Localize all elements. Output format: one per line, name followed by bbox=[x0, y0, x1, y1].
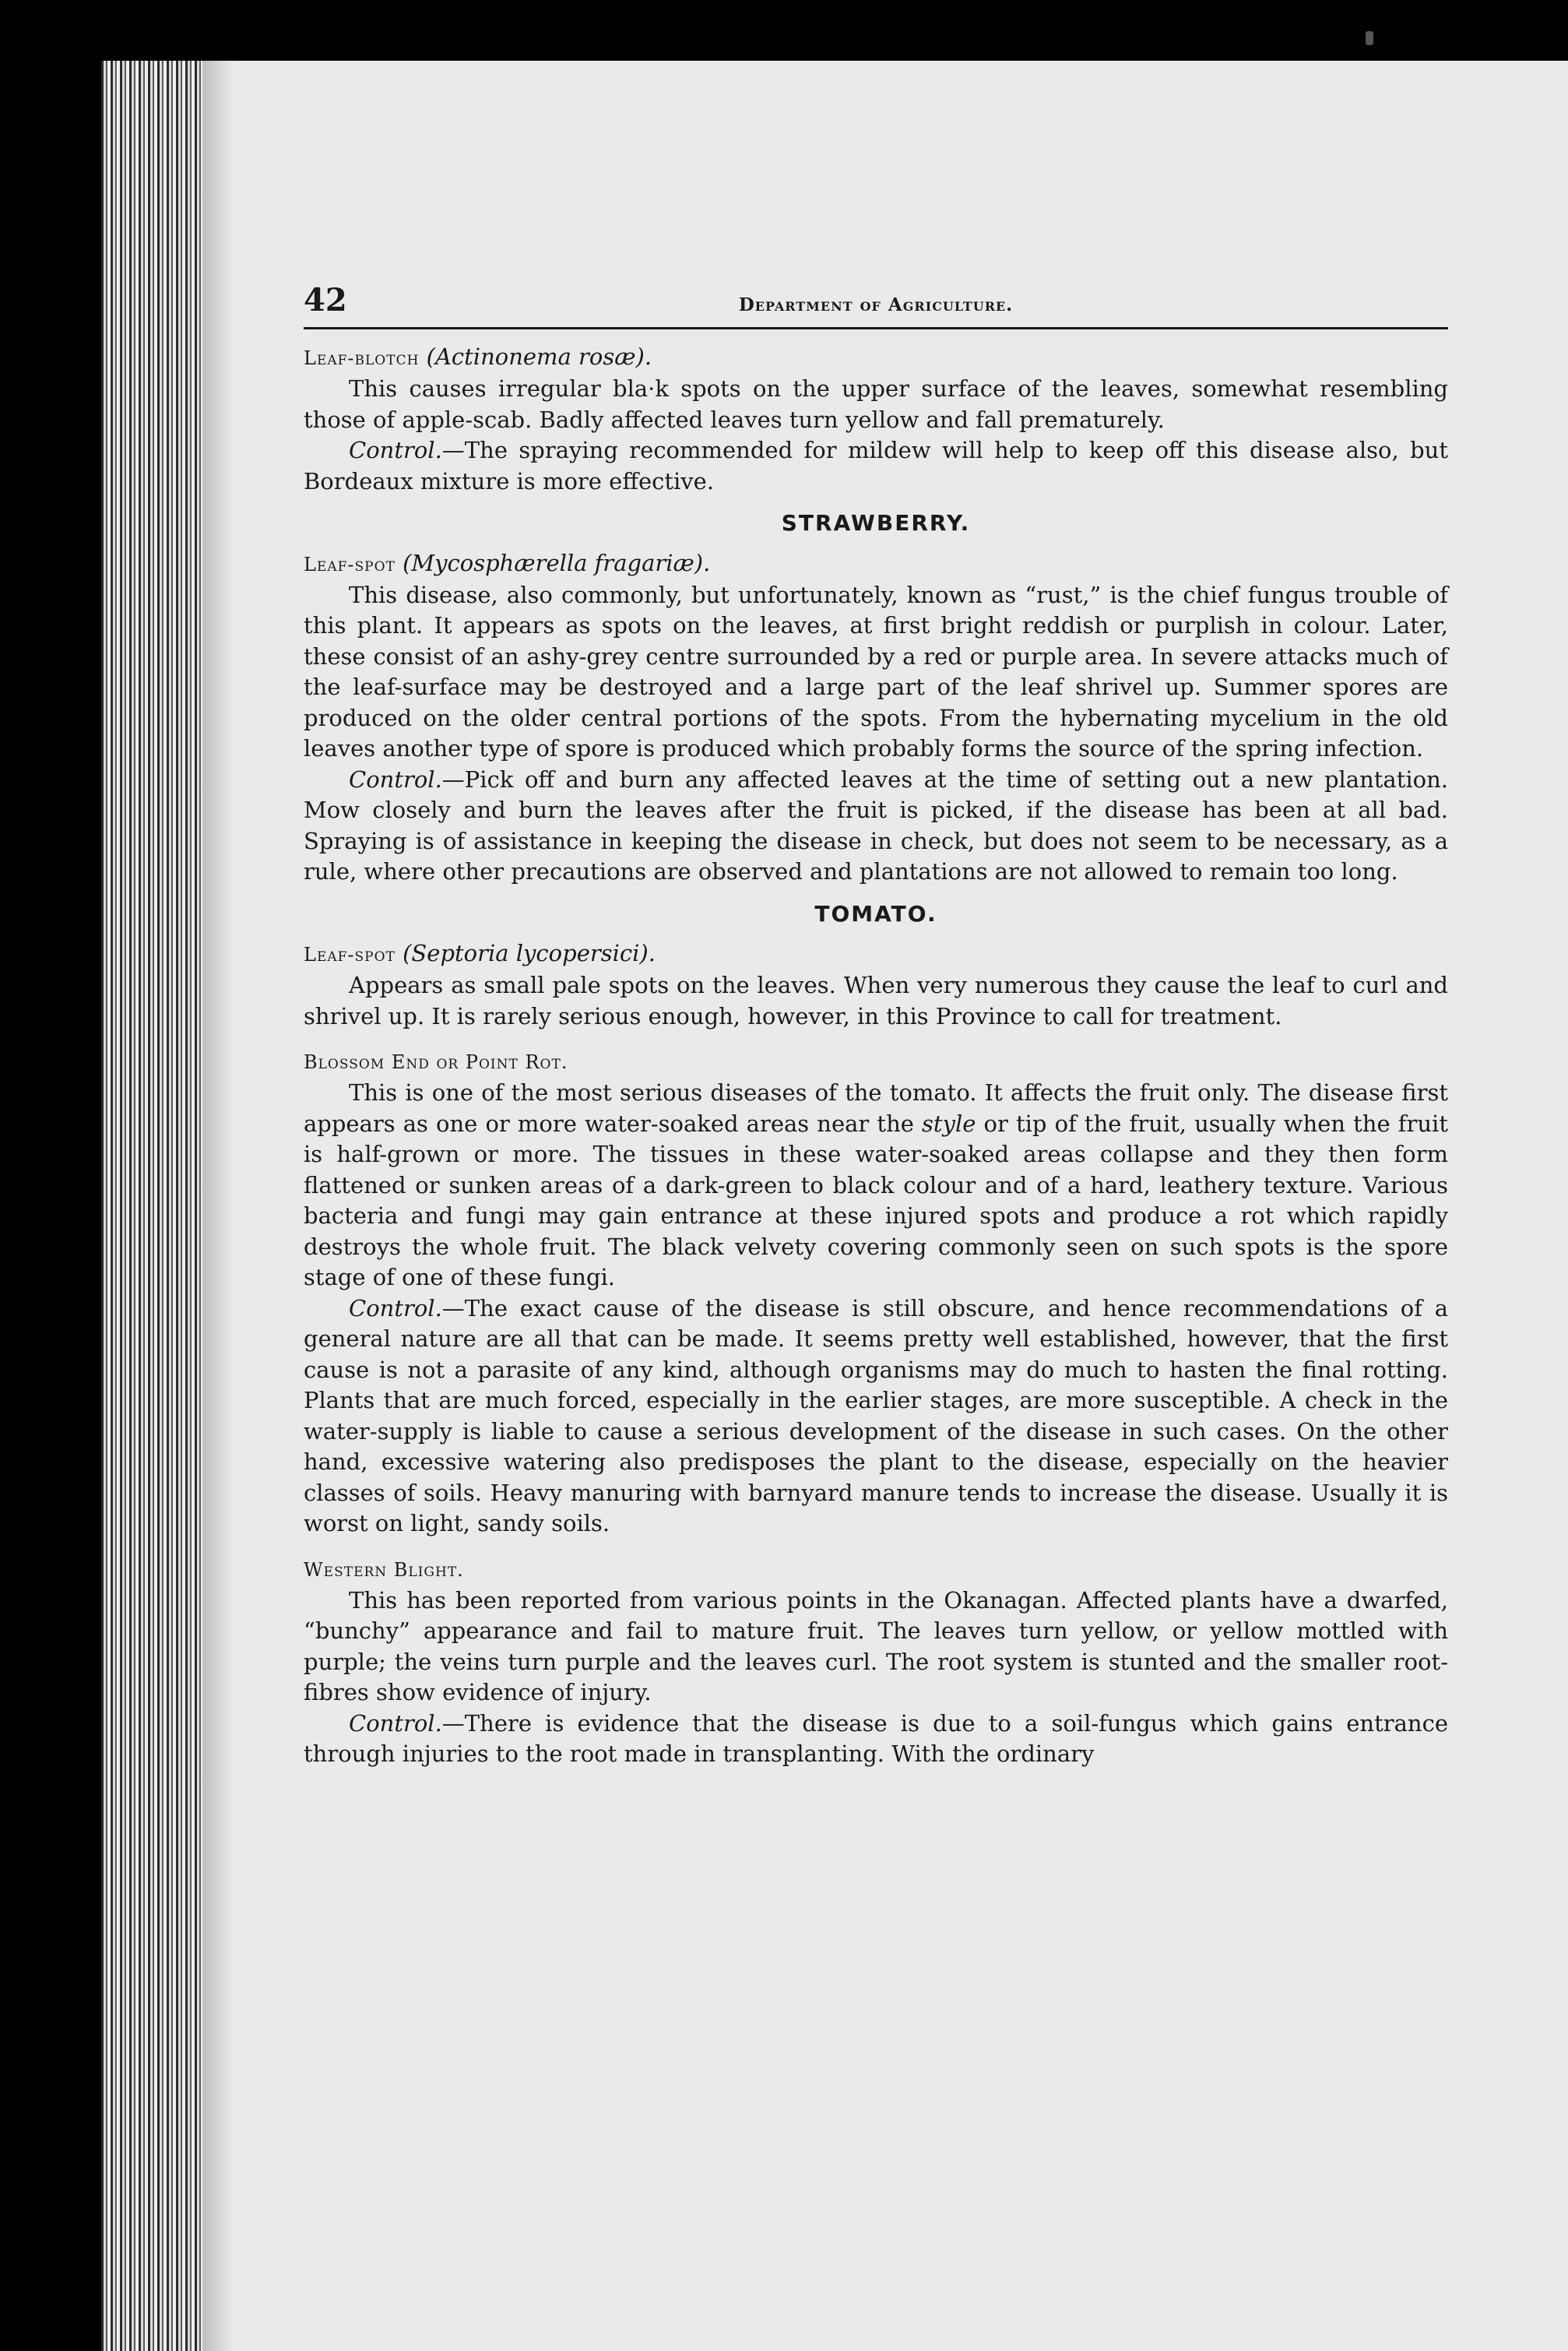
leaf-blotch-heading: Leaf-blotch (Actinonema rosæ). bbox=[304, 343, 652, 370]
tomato-leaf-spot-description: Appears as small pale spots on the leaves. When very numerous they cause the leaf to curl and shrivel up. It is rarely serious enough, however, in this Province to call for treatment. bbox=[304, 972, 1448, 1029]
leaf-blotch-name: (Actinonema rosæ). bbox=[426, 343, 652, 370]
strawberry-leaf-spot-name: (Mycosphærella fragariæ). bbox=[403, 549, 711, 576]
scan-artifact bbox=[1366, 31, 1373, 45]
book-binding-edge bbox=[101, 61, 202, 2351]
blossom-end-rot-control: Control.—The exact cause of the disease is still obscure, and hence recommendations of a general nature are all that can be made. It seems pretty well established, however, that the first cause is not a parasite of any kind, although organisms may do much to hasten the final rotting. Plants that are much forced, especially in the earlier stages, are more susceptible. A check in the water-supply is liable to cause a serious development of the disease in such cases. On the other hand, excessive watering also predisposes the plant to the disease, especially on the heavier classes of soils. Heavy manuring with barnyard manure tends to increase the disease. Usually it is worst on light, sandy soils. bbox=[304, 1294, 1448, 1536]
page-text bbox=[304, 280, 1448, 1770]
leaf-blotch-description: This causes irregular bla·k spots on the upper surface of the leaves, somewhat resembling those of apple-scab. Badly affected leaves turn yellow and fall prematurely. bbox=[304, 375, 1448, 433]
blossom-end-rot-heading: Blossom End or Point Rot. bbox=[304, 1051, 568, 1073]
strawberry-leaf-spot-control: Control.—Pick off and burn any affected leaves at the time of setting out a new plantation. Mow closely and burn the leaves after the fruit is picked, if the disease has been at all bad. Spraying is of assistance in keeping the disease in check, but does not seem to be necessary, as a rule, where other precautions are observed and plantations are not allowed to remain too long. bbox=[304, 765, 1448, 885]
strawberry-section-title: STRAWBERRY. bbox=[781, 510, 971, 536]
western-blight-control: Control.—There is evidence that the disease is due to a soil-fungus which gains entrance through injuries to the root made in transplanting. With the ordinary bbox=[304, 1709, 1448, 1767]
running-title: Department of Agriculture. bbox=[738, 294, 1014, 315]
gutter-shadow bbox=[202, 61, 234, 2351]
leaf-blotch-control: Control.—The spraying recommended for mildew will help to keep off this disease also, but Bordeaux mixture is more effective. bbox=[304, 437, 1448, 494]
tomato-section-title: TOMATO. bbox=[814, 900, 937, 927]
page-number: 42 bbox=[304, 282, 347, 319]
western-blight-description: This has been reported from various points in the Okanagan. Affected plants have a dwarfed, “bunchy” appearance and fail to mature fruit. The leaves turn yellow, or yellow mottled with purple; the veins turn purple and the leaves curl. The root system is stunted and the smaller root-fibres show evidence of injury. bbox=[304, 1586, 1448, 1705]
strawberry-leaf-spot-heading: Leaf-spot (Mycosphærella fragariæ). bbox=[304, 549, 711, 576]
running-head bbox=[304, 280, 1448, 329]
blossom-end-rot-description: This is one of the most serious diseases of the tomato. It affects the fruit only. The disease first appears as one or more water-soaked areas near the style or tip of the fruit, usually when the fruit is half-grown or more. The tissues in these water-soaked areas collapse and they then form flattened or sunken areas of a dark-green to black colour and of a hard, leathery texture. Various bacteria and fungi may gain entrance at these injured spots and produce a rot which rapidly destroys the whole fruit. The black velvety covering commonly seen on such spots is the spore stage of one of these fungi. bbox=[304, 1079, 1448, 1290]
western-blight-heading: Western Blight. bbox=[304, 1558, 464, 1581]
strawberry-leaf-spot-description: This disease, also commonly, but unfortunately, known as “rust,” is the chief fungus trouble of this plant. It appears as spots on the leaves, at first bright reddish or purplish in colour. Later, these consist of an ashy-grey centre surrounded by a red or purple area. In severe attacks much of the leaf-surface may be destroyed and a large part of the leaf shrivel up. Summer spores are produced on the older central portions of the spots. From the hybernating mycelium in the old leaves another type of spore is produced which probably forms the source of the spring infection. bbox=[304, 581, 1448, 762]
tomato-leaf-spot-heading: Leaf-spot (Septoria lycopersici). bbox=[304, 940, 656, 966]
tomato-leaf-spot-name: (Septoria lycopersici). bbox=[403, 940, 656, 966]
